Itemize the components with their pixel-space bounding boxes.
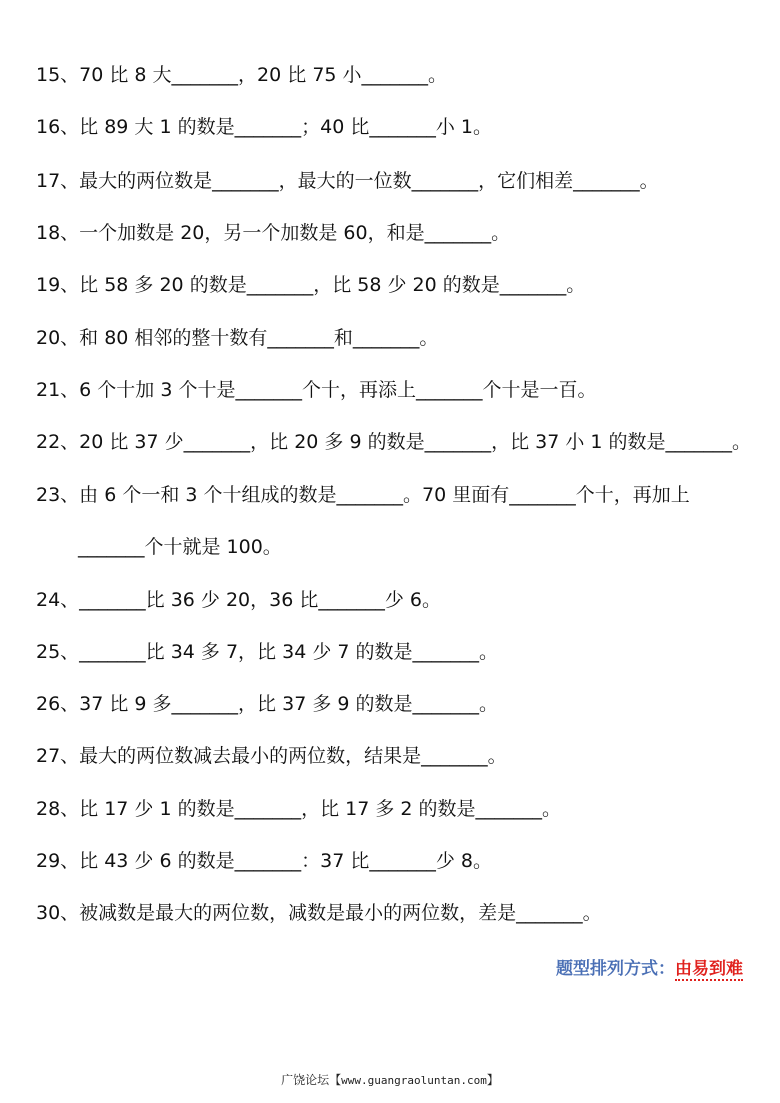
ordering-note-value: 由易到难 xyxy=(675,959,743,979)
question-15: 15、70 比 8 大_______，20 比 75 小_______。 xyxy=(36,64,448,86)
ordering-note-label: 题型排列方式： xyxy=(556,959,675,979)
question-30: 30、被减数是最大的两位数，减数是最小的两位数，差是_______。 xyxy=(36,902,602,924)
ordering-note xyxy=(556,957,743,981)
footer-url: www.guangraoluntan.com xyxy=(341,1074,487,1087)
question-23-continued: _______个十就是 100。 xyxy=(78,536,282,558)
question-17: 17、最大的两位数是_______，最大的一位数_______，它们相差_______。 xyxy=(36,170,659,192)
question-26: 26、37 比 9 多_______，比 37 多 9 的数是_______。 xyxy=(36,693,498,715)
question-28: 28、比 17 少 1 的数是_______，比 17 多 2 的数是_______。 xyxy=(36,798,562,820)
question-21: 21、6 个十加 3 个十是_______个十，再添上_______个十是一百。 xyxy=(36,379,597,401)
question-24: 24、_______比 36 少 20，36 比_______少 6。 xyxy=(36,589,441,611)
question-16: 16、比 89 大 1 的数是_______；40 比_______小 1。 xyxy=(36,116,492,138)
question-29: 29、比 43 少 6 的数是_______：37 比_______少 8。 xyxy=(36,850,492,872)
question-20: 20、和 80 相邻的整十数有_______和_______。 xyxy=(36,327,439,349)
footer-close-bracket: 】 xyxy=(486,1073,499,1087)
question-19: 19、比 58 多 20 的数是_______，比 58 少 20 的数是_______。 xyxy=(36,274,586,296)
question-18: 18、一个加数是 20，另一个加数是 60，和是_______。 xyxy=(36,222,511,244)
page-footer xyxy=(0,1072,780,1089)
footer-site-name: 广饶论坛【 xyxy=(281,1073,342,1087)
question-25: 25、_______比 34 多 7，比 34 少 7 的数是_______。 xyxy=(36,641,498,663)
question-23: 23、由 6 个一和 3 个十组成的数是_______。70 里面有_______个十，再加上 xyxy=(36,484,690,506)
question-27: 27、最大的两位数减去最小的两位数，结果是_______。 xyxy=(36,745,507,767)
question-22: 22、20 比 37 少_______，比 20 多 9 的数是_______，比 37 小 1 的数是_______。 xyxy=(36,431,751,453)
